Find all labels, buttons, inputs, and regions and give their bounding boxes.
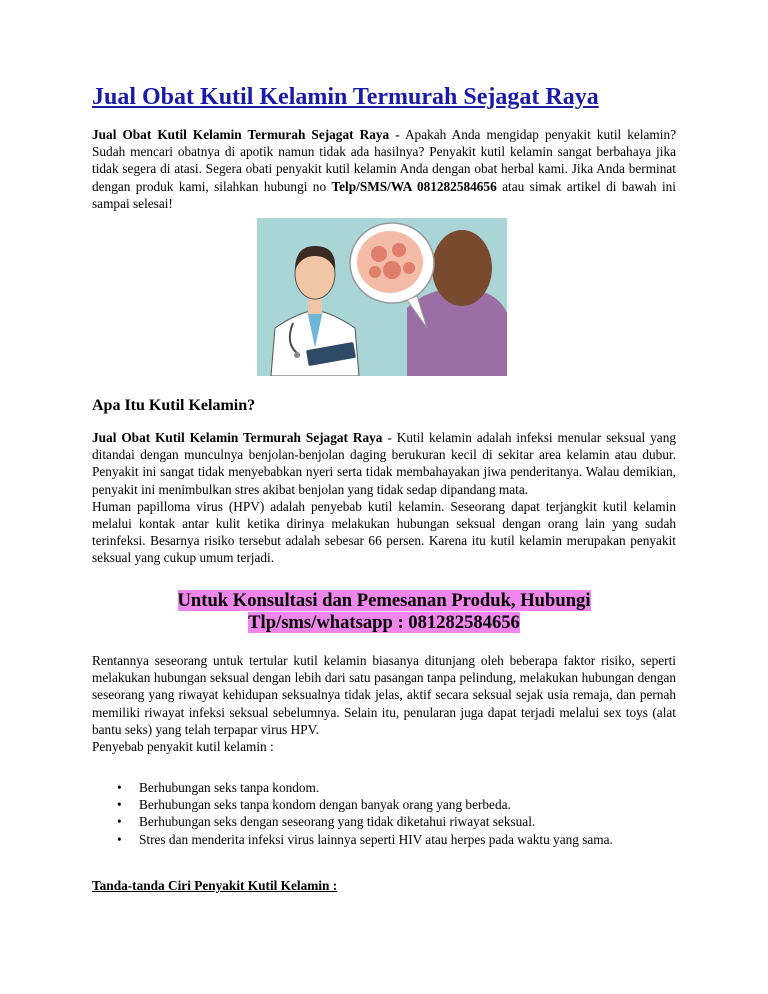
- cta-line2: Tlp/sms/whatsapp : 081282584656: [248, 612, 520, 633]
- section-heading-tanda-tanda: Tanda-tanda Ciri Penyakit Kutil Kelamin :: [92, 878, 338, 893]
- intro-lead: Jual Obat Kutil Kelamin Termurah Sejagat Raya -: [92, 127, 400, 142]
- list-item: • Berhubungan seks tanpa kondom dengan banyak orang yang berbeda.: [117, 797, 511, 813]
- doctor-patient-illustration: [257, 218, 507, 376]
- intro-tail: atau simak artikel di bawah ini sampai selesai!: [92, 178, 677, 211]
- bullet-icon: •: [117, 797, 122, 813]
- section1-text: - Kutil kelamin adalah infeksi menular seksual yang ditandai dengan munculnya benjolan-benjolan daging berukuran kecil di sekitar area kelamin atau dubur. Penyakit ini sangat tidak menyebabkan nyeri serta tidak membahayakan jiwa penderitanya. Walau demikian, penyakit ini menimbulkan stres akibat benjolan yang tidak sedap dipandang mata.: [92, 430, 676, 497]
- contact-callout: [92, 590, 676, 634]
- cause-list: [92, 779, 676, 848]
- section1-text2: Human papilloma virus (HPV) adalah penyebab kutil kelamin. Seseorang dapat terjangkit kutil kelamin melalui kontak antar kulit ketika dirinya melakukan hubungan seksual dengan orang lain yang sudah terinfeksi. Besarnya risiko tersebut adalah sebesar 66 persen. Karena itu kutil kelamin merupakan penyakit seksual yang cukup umum terjadi.: [92, 498, 676, 566]
- section1-lead: Jual Obat Kutil Kelamin Termurah Sejagat Raya: [92, 430, 383, 445]
- section2-text: Rentannya seseorang untuk tertular kutil kelamin biasanya ditunjang oleh beberapa faktor risiko, seperti melakukan hubungan seksual dengan lebih dari satu pasangan tanpa pelindung, melakukan hubungan dengan seseorang yang riwayat kehidupan seksualnya tidak jelas, aktif secara seksual sejak usia remaja, dan pernah memiliki riwayat infeksi seksual sebelumnya. Selain itu, penularan juga dapat terjadi melalui sex toys (alat bantu seks) yang telah terpapar virus HPV.: [92, 653, 676, 737]
- section-heading-apa-itu: Apa Itu Kutil Kelamin?: [92, 397, 256, 414]
- intro-contact: Telp/SMS/WA 081282584656: [331, 178, 497, 194]
- list-item: • Berhubungan seks tanpa kondom.: [117, 780, 320, 795]
- list-item: • Stres dan menderita infeksi virus lainnya seperti HIV atau herpes pada waktu yang sama.: [117, 831, 613, 847]
- bullet-icon: •: [117, 831, 122, 847]
- section2-paragraph: [92, 652, 676, 755]
- page-title[interactable]: Jual Obat Kutil Kelamin Termurah Sejagat Raya: [92, 84, 599, 110]
- list-item: • Berhubungan seks dengan seseorang yang tidak diketahui riwayat seksual.: [117, 814, 536, 830]
- intro-paragraph: [92, 126, 676, 212]
- cta-line1: Untuk Konsultasi dan Pemesanan Produk, Hubungi: [177, 590, 591, 611]
- list-intro: Penyebab penyakit kutil kelamin :: [92, 739, 274, 755]
- bullet-icon: •: [117, 814, 122, 830]
- bullet-icon: •: [117, 780, 122, 795]
- intro-text: Apakah Anda mengidap penyakit kutil kelamin? Sudah mencari obatnya di apotik namun tidak ada hasilnya? Penyakit kutil kelamin sangat berbahaya jika tidak segera di atasi. Segera obati penyakit kutil kelamin Anda dengan obat herbal kami. Jika Anda berminat dengan produk kami, silahkan hubungi no: [92, 127, 676, 194]
- section1-paragraph: [92, 429, 676, 567]
